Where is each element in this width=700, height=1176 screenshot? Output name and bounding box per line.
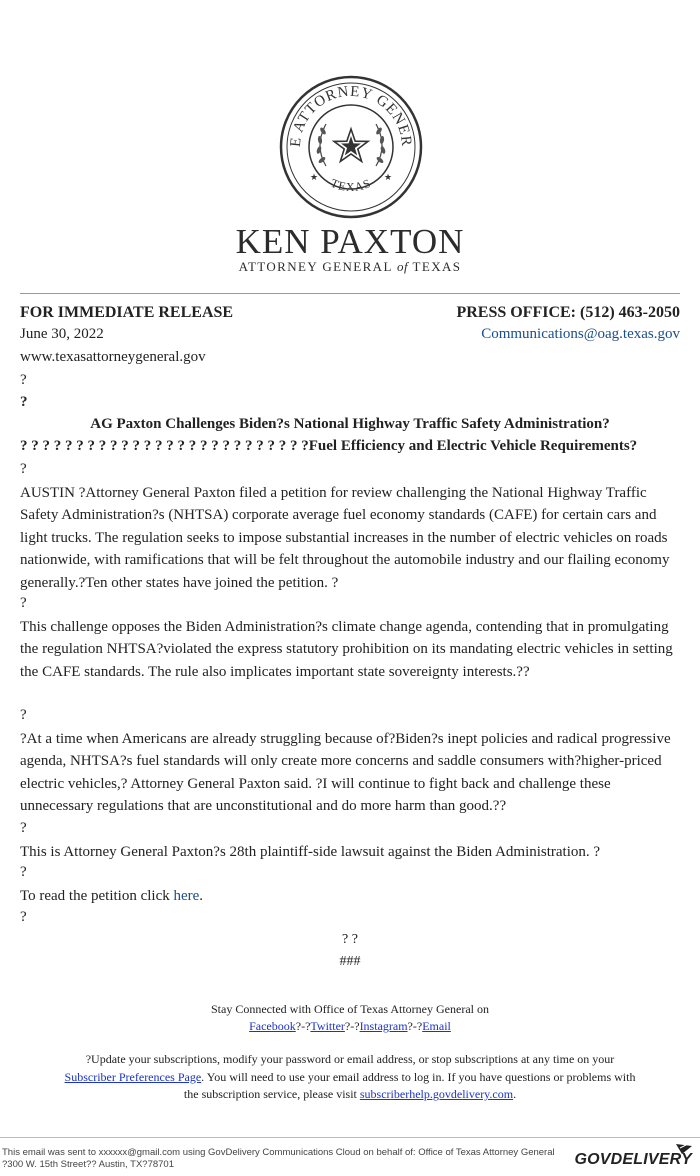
- petition-text: To read the petition click: [20, 888, 174, 904]
- subscription-text: ?Update your subscriptions, modify your password or email address, or stop subscriptions at any time on your: [85, 1052, 615, 1066]
- website-url: www.texasattorneygeneral.gov: [20, 349, 206, 365]
- placeholder-char: ?: [20, 394, 28, 410]
- body-paragraph-3: ?At a time when Americans are already struggling because of?Biden?s inept policies and radical progressive agenda, NHTSA?s fuel standards will only create more concerns and saddle consumers with?higher-priced electric vehicles,? Attorney General Paxton said. ?I will continue to fight back and challenge these unnecessary regulations that are unconstitutional and do more harm than good.??: [20, 731, 671, 815]
- brand-subtitle-a: ATTORNEY GENERAL: [238, 259, 397, 274]
- placeholder-char: ?: [20, 372, 27, 388]
- body-paragraph-4: This is Attorney General Paxton?s 28th plaintiff-side lawsuit against the Biden Administration. ?: [20, 844, 601, 860]
- svg-text:★: ★: [310, 173, 319, 183]
- brand-subtitle-b: TEXAS: [408, 259, 462, 274]
- release-label: FOR IMMEDIATE RELEASE: [20, 304, 234, 321]
- subscriber-preferences-link[interactable]: Subscriber Preferences Page: [64, 1069, 202, 1084]
- petition-period: .: [199, 888, 204, 904]
- placeholder-char: ?: [20, 909, 27, 925]
- seal-text-bottom: TEXAS: [328, 175, 374, 194]
- brand-subtitle-of: of: [396, 259, 409, 274]
- body-paragraph-5: [20, 885, 680, 907]
- release-date: June 30, 2022: [20, 326, 104, 342]
- placeholder-char: ?: [20, 595, 27, 611]
- subscription-text-end: .: [513, 1087, 517, 1102]
- body-paragraph-1: AUSTIN ?Attorney General Paxton filed a petition for review challenging the National Highway Traffic Safety Administration?s (NHTSA) corporate average fuel economy standards (CAFE) for certain cars and light trucks. The regulation seeks to impose substantial increases in the number of electric vehicles on roads nationwide, with ramifications that will be felt throughout the automobile industry and our flailing economy generally.?Ten other states have joined the petition. ?: [20, 485, 670, 591]
- header-divider: [20, 293, 680, 294]
- subscriber-help-link[interactable]: subscriberhelp.govdelivery.com: [359, 1087, 514, 1102]
- svg-text:★: ★: [384, 173, 393, 183]
- brand-name: KEN PAXTON: [235, 222, 465, 261]
- facebook-link[interactable]: Facebook: [249, 1019, 296, 1033]
- press-office: PRESS OFFICE: (512) 463-2050: [456, 304, 680, 321]
- end-mark: ###: [339, 954, 361, 969]
- placeholder-char: ?: [20, 461, 27, 477]
- delivery-line-2: ?300 W. 15th Street?? Austin, TX?78701: [2, 1159, 175, 1170]
- placeholder-char: ?: [20, 864, 27, 880]
- govdelivery-logo-text[interactable]: GOVDELIVERY: [574, 1151, 692, 1168]
- svg-text:TEXAS: [329, 176, 374, 194]
- communications-email-link[interactable]: Communications@oag.texas.gov: [481, 326, 680, 342]
- social-links: [0, 1019, 700, 1034]
- stay-connected-text: Stay Connected with Office of Texas Attorney General on: [211, 1002, 489, 1016]
- separator: ?-?: [344, 1019, 360, 1033]
- placeholder-char: ?: [20, 820, 27, 836]
- subscription-text-mid: . You will need to use your email address to log in. If you have questions or problems with the subscription service, please visit: [183, 1069, 636, 1102]
- headline-line1: AG Paxton Challenges Biden?s National Highway Traffic Safety Administration?: [90, 416, 610, 432]
- brand-subtitle: [0, 259, 700, 275]
- seal-graphic: [278, 74, 424, 220]
- footer-divider: [0, 1137, 700, 1138]
- delivery-line-1: This email was sent to xxxxxx@gmail.com using GovDelivery Communications Cloud on behalf of: Office of Texas Attorney General: [2, 1147, 555, 1158]
- headline-line2: ? ? ? ? ? ? ? ? ? ? ? ? ? ? ? ? ? ? ? ? ? ? ? ? ? ?Fuel Efficiency and Electric Vehicle Requirements?: [20, 438, 638, 454]
- twitter-link[interactable]: Twitter: [310, 1019, 345, 1033]
- instagram-link[interactable]: Instagram: [359, 1019, 408, 1033]
- subscription-notice: [60, 1051, 640, 1104]
- petition-link[interactable]: here: [173, 888, 200, 904]
- separator: ?-?: [407, 1019, 423, 1033]
- seal-text-top: E ATTORNEY GENER: [287, 83, 415, 148]
- body-paragraph-2: This challenge opposes the Biden Administration?s climate change agenda, contending that in promulgating the regulation NHTSA?violated the express statutory prohibition on its mandating electric vehicles in setting the CAFE standards. The rule also implicates important state sovereignty interests.??: [20, 619, 673, 680]
- email-link[interactable]: Email: [422, 1019, 451, 1033]
- attorney-general-seal: [278, 74, 424, 220]
- end-placeholder: ? ?: [342, 932, 358, 947]
- placeholder-char: ?: [20, 707, 27, 723]
- delivery-notice: [2, 1147, 582, 1171]
- separator: ?-?: [295, 1019, 311, 1033]
